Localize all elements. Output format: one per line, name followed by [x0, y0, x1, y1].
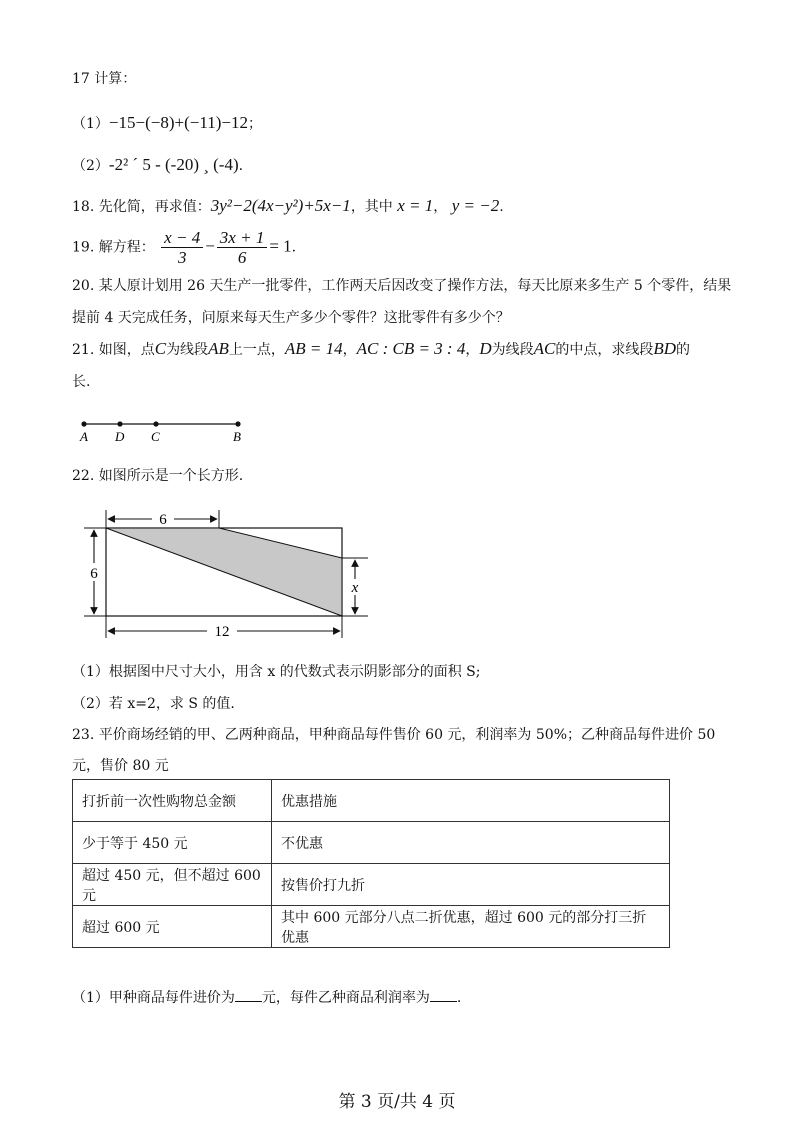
rectangle-figure: [78, 503, 378, 643]
question-21-line-2: 长.: [72, 374, 91, 390]
line-segment-figure: [72, 415, 262, 449]
text: 为线段: [166, 342, 209, 358]
punctuation: .: [238, 158, 244, 174]
table-header-cell: 打折前一次性购物总金额: [73, 780, 272, 822]
page-footer: 第 3 页/共 4 页: [338, 1092, 456, 1112]
answer-blank[interactable]: [235, 989, 262, 1002]
punctuation: ，: [465, 342, 480, 358]
fraction-numerator: x − 4: [161, 228, 203, 248]
condition-y: y = −2: [451, 196, 500, 215]
left-label: 6: [90, 566, 98, 582]
segment-label: AC: [533, 339, 556, 358]
question-21-line-1: [72, 339, 690, 359]
text: 为线段: [491, 342, 534, 358]
question-20-line-2: 提前 4 天完成任务，问原来每天生产多少个零件？这批零件有多少个？: [72, 310, 510, 326]
point-c: [153, 421, 158, 426]
text: 上一点，: [228, 342, 285, 358]
question-text: 18. 先化简，再求值：: [72, 199, 211, 215]
question-17-part-2: [72, 155, 243, 175]
table-cell: 少于等于 450 元: [73, 822, 272, 864]
question-text: （1）甲种商品每件进价为: [72, 990, 235, 1006]
discount-table: [72, 779, 670, 948]
shaded-region: [106, 528, 342, 616]
label-d: D: [115, 429, 125, 444]
condition-x: x = 1: [397, 196, 434, 215]
label-b: B: [233, 429, 241, 444]
question-17-title: [72, 68, 136, 88]
point-label: D: [479, 339, 492, 358]
question-text: ，其中: [350, 199, 393, 215]
question-label: 计算：: [94, 71, 137, 87]
punctuation: .: [291, 239, 297, 256]
math-expression: 3y²−2(4x−y²)+5x−1: [210, 196, 351, 215]
fraction-2: [217, 228, 268, 267]
punctuation: .: [456, 990, 462, 1006]
point-b: [235, 421, 240, 426]
question-23-line-1: 23. 平价商场经销的甲、乙两种商品，甲种商品每件售价 60 元，利润率为 50%；乙种商品每件进价 50: [72, 727, 716, 743]
question-text: 19. 解方程：: [72, 239, 155, 256]
text: 的: [676, 342, 691, 358]
label-c: C: [151, 429, 160, 444]
table-header-cell: 优惠措施: [272, 780, 670, 822]
math-expression: −15−(−8)+(−11)−12: [108, 113, 248, 132]
point-label: C: [154, 339, 167, 358]
segment-label: BD: [653, 339, 677, 358]
table-cell: 不优惠: [272, 822, 670, 864]
punctuation: ，: [433, 199, 448, 215]
part-number: （2）: [72, 158, 109, 174]
text: 的中点，求线段: [555, 342, 654, 358]
answer-blank[interactable]: [430, 989, 457, 1002]
punctuation: ；: [247, 116, 262, 132]
equation-rhs: = 1: [269, 236, 292, 256]
fraction-denominator: 6: [237, 248, 247, 267]
point-d: [117, 421, 122, 426]
table-cell: 超过 450 元，但不超过 600 元: [73, 864, 272, 906]
point-a: [81, 421, 86, 426]
fraction-denominator: 3: [177, 248, 187, 267]
question-19: [72, 228, 296, 267]
label-a: A: [80, 429, 88, 444]
question-23-line-2: 元，售价 80 元: [72, 758, 169, 774]
table-cell: 超过 600 元: [73, 906, 272, 948]
fraction-numerator: 3x + 1: [217, 228, 268, 248]
question-22-title: 22. 如图所示是一个长方形.: [72, 468, 244, 484]
minus-sign: −: [205, 236, 215, 256]
text: 21. 如图，点: [72, 342, 155, 358]
segment-label: AB: [208, 339, 229, 358]
question-text: 元，每件乙种商品利润率为: [261, 990, 430, 1006]
top-label: 6: [159, 512, 167, 528]
question-18: [72, 196, 504, 216]
right-label: x: [351, 580, 359, 596]
part-number: （1）: [72, 116, 109, 132]
punctuation: .: [499, 199, 504, 215]
math-expression: AC : CB = 3 : 4: [356, 339, 466, 358]
math-expression: AB = 14: [284, 339, 343, 358]
question-number: 17: [72, 71, 90, 87]
math-expression: -2² ´ 5 - (-20) ¸ (-4): [108, 155, 239, 174]
question-17-part-1: [72, 113, 262, 133]
punctuation: ，: [342, 342, 357, 358]
table-row: [73, 906, 670, 948]
table-row: [73, 822, 670, 864]
bottom-label: 12: [214, 624, 230, 640]
question-23-part-1: [72, 987, 461, 1007]
question-22-part-2: （2）若 x=2，求 S 的值.: [72, 696, 235, 712]
table-row: [73, 780, 670, 822]
table-cell: 其中 600 元部分八点二折优惠，超过 600 元的部分打三折优惠: [272, 906, 670, 948]
fraction-1: [161, 228, 203, 267]
question-20-line-1: 20. 某人原计划用 26 天生产一批零件，工作两天后因改变了操作方法，每天比原来多生产 5 个零件，结果: [72, 278, 732, 294]
table-row: [73, 864, 670, 906]
question-22-part-1: （1）根据图中尺寸大小，用含 x 的代数式表示阴影部分的面积 S;: [72, 664, 481, 680]
table-cell: 按售价打九折: [272, 864, 670, 906]
